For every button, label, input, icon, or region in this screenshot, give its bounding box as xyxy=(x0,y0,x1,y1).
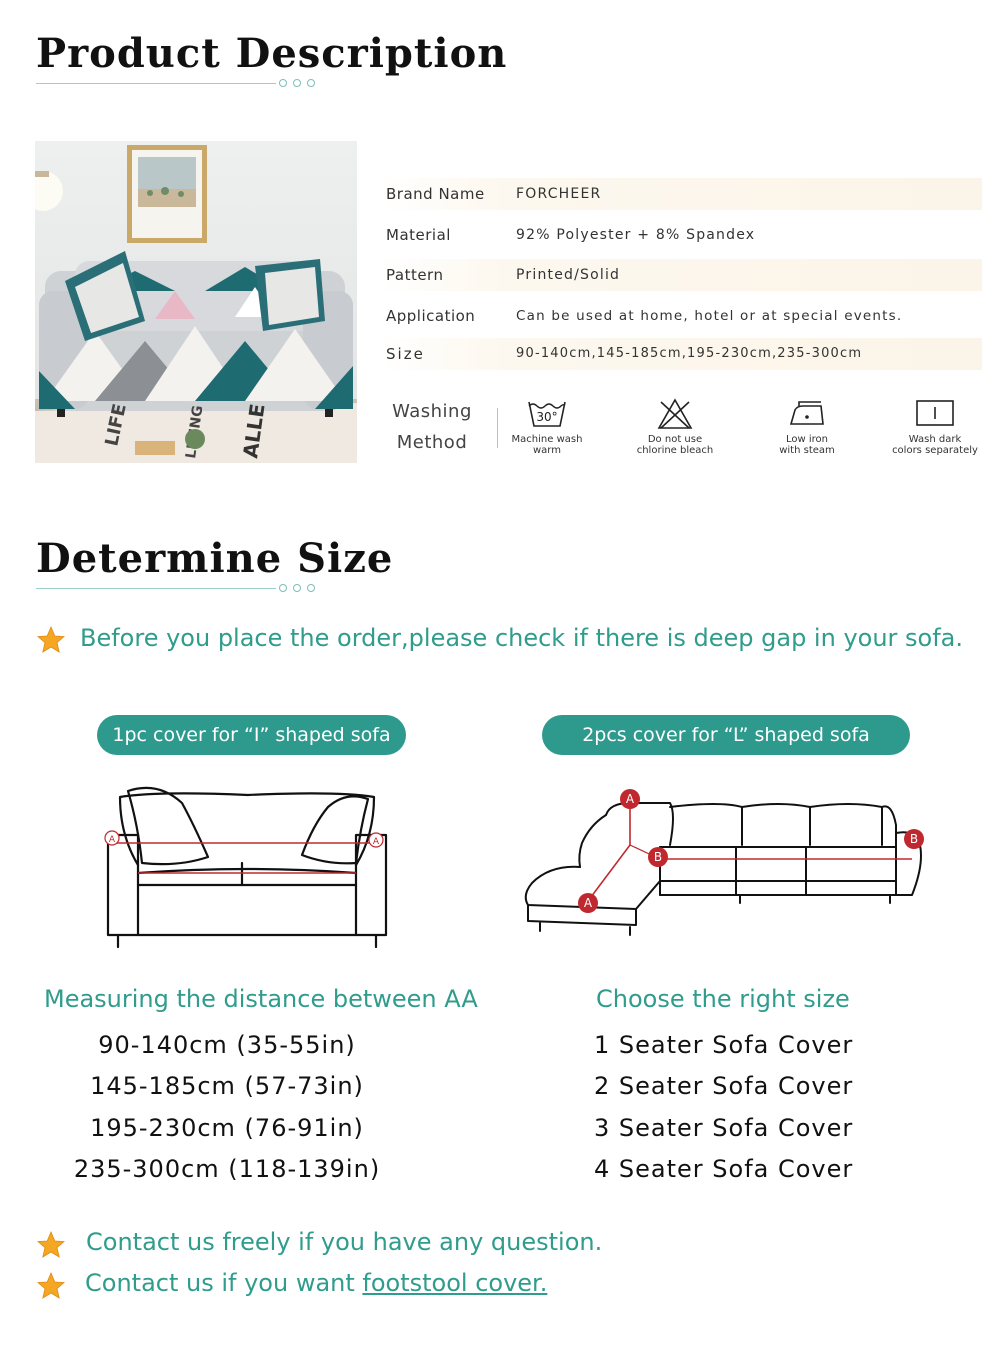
photo-wall-text-3: ALLE xyxy=(238,402,270,460)
spec-value: FORCHEER xyxy=(516,186,602,202)
choose-size-title: Choose the right size xyxy=(596,985,850,1013)
pill-l-shaped: 2pcs cover for “L” shaped sofa xyxy=(542,715,910,755)
wash-item-iron xyxy=(752,398,862,456)
spec-value: Can be used at home, hotel or at special events. xyxy=(516,308,903,324)
spec-value: 92% Polyester + 8% Spandex xyxy=(516,227,756,243)
spec-label: Brand Name xyxy=(386,185,485,203)
no-bleach-icon xyxy=(655,398,695,430)
wash-caption-line1: Machine wash xyxy=(511,434,583,445)
size-line: 235-300cm (118-139in) xyxy=(73,1155,381,1183)
marker-b-left: B xyxy=(653,850,663,864)
wash-caption xyxy=(492,434,602,456)
wash-caption xyxy=(620,434,730,456)
size-line: 145-185cm (57-73in) xyxy=(90,1072,364,1100)
determine-size-title: Determine Size xyxy=(36,535,394,582)
contact-footstool xyxy=(85,1269,547,1297)
star-icon xyxy=(36,625,66,655)
cover-line: 4 Seater Sofa Cover xyxy=(594,1155,854,1183)
wash-item-machine xyxy=(492,398,602,456)
wash-caption xyxy=(880,434,990,456)
wash-caption xyxy=(752,434,862,456)
spec-value: 90-140cm,145-185cm,195-230cm,235-300cm xyxy=(516,346,863,361)
size-line: 195-230cm (76-91in) xyxy=(90,1114,364,1142)
spec-row-material xyxy=(380,219,982,251)
star-icon xyxy=(36,1230,66,1260)
product-photo xyxy=(35,141,357,463)
l-shaped-sofa-diagram xyxy=(520,785,930,945)
wash-caption-line2: with steam xyxy=(779,445,835,456)
spec-row-application xyxy=(380,300,982,332)
spec-label: Material xyxy=(386,226,451,244)
marker-a-left: A xyxy=(108,835,116,845)
footstool-cover-link[interactable]: footstool cover. xyxy=(362,1269,548,1297)
marker-a-top: A xyxy=(625,792,635,806)
star-icon xyxy=(36,1271,66,1301)
low-iron-icon xyxy=(785,398,829,430)
cover-line: 2 Seater Sofa Cover xyxy=(594,1072,854,1100)
wash-caption-line2: chlorine bleach xyxy=(636,445,714,456)
contact-footstool-prefix: Contact us if you want xyxy=(85,1269,363,1297)
washing-label-line1: Washing xyxy=(392,401,472,422)
title-underline xyxy=(36,78,326,90)
spec-label: Size xyxy=(386,345,425,363)
wash-caption-line1: Wash dark xyxy=(908,434,962,445)
wash-temp: 30° xyxy=(536,410,558,424)
marker-a-right: A xyxy=(372,837,380,847)
spec-value: Printed/Solid xyxy=(516,267,621,283)
wash-caption-line2: warm xyxy=(533,445,561,456)
washing-label-line2: Method xyxy=(396,432,468,453)
wash-caption-line1: Low iron xyxy=(786,434,828,445)
spec-row-pattern xyxy=(380,259,982,291)
wash-caption-line1: Do not use xyxy=(647,434,703,445)
contact-question: Contact us freely if you have any question. xyxy=(86,1228,603,1256)
wash-item-dark xyxy=(880,398,990,456)
spec-row-brand xyxy=(380,178,982,210)
cover-line: 1 Seater Sofa Cover xyxy=(594,1031,854,1059)
machine-wash-icon xyxy=(525,398,569,430)
gap-notice: Before you place the order,please check if there is deep gap in your sofa. xyxy=(80,624,964,652)
spec-label: Application xyxy=(386,307,476,325)
wash-dark-icon xyxy=(913,398,957,430)
marker-a-bottom: A xyxy=(583,896,593,910)
i-shaped-sofa-diagram xyxy=(98,785,398,955)
product-description-title: Product Description xyxy=(36,30,508,77)
marker-b-right: B xyxy=(909,832,919,846)
size-line: 90-140cm (35-55in) xyxy=(98,1031,356,1059)
wash-caption-line2: colors separately xyxy=(892,445,978,456)
spec-row-size xyxy=(380,338,982,370)
cover-line: 3 Seater Sofa Cover xyxy=(594,1114,854,1142)
washing-method-label xyxy=(382,396,482,458)
spec-label: Pattern xyxy=(386,266,444,284)
wash-item-bleach xyxy=(620,398,730,456)
title-underline xyxy=(36,583,326,595)
pill-i-shaped: 1pc cover for “I” shaped sofa xyxy=(97,715,406,755)
measuring-title: Measuring the distance between AA xyxy=(44,985,478,1013)
photo-wall-text-1: LIFE xyxy=(101,401,131,449)
